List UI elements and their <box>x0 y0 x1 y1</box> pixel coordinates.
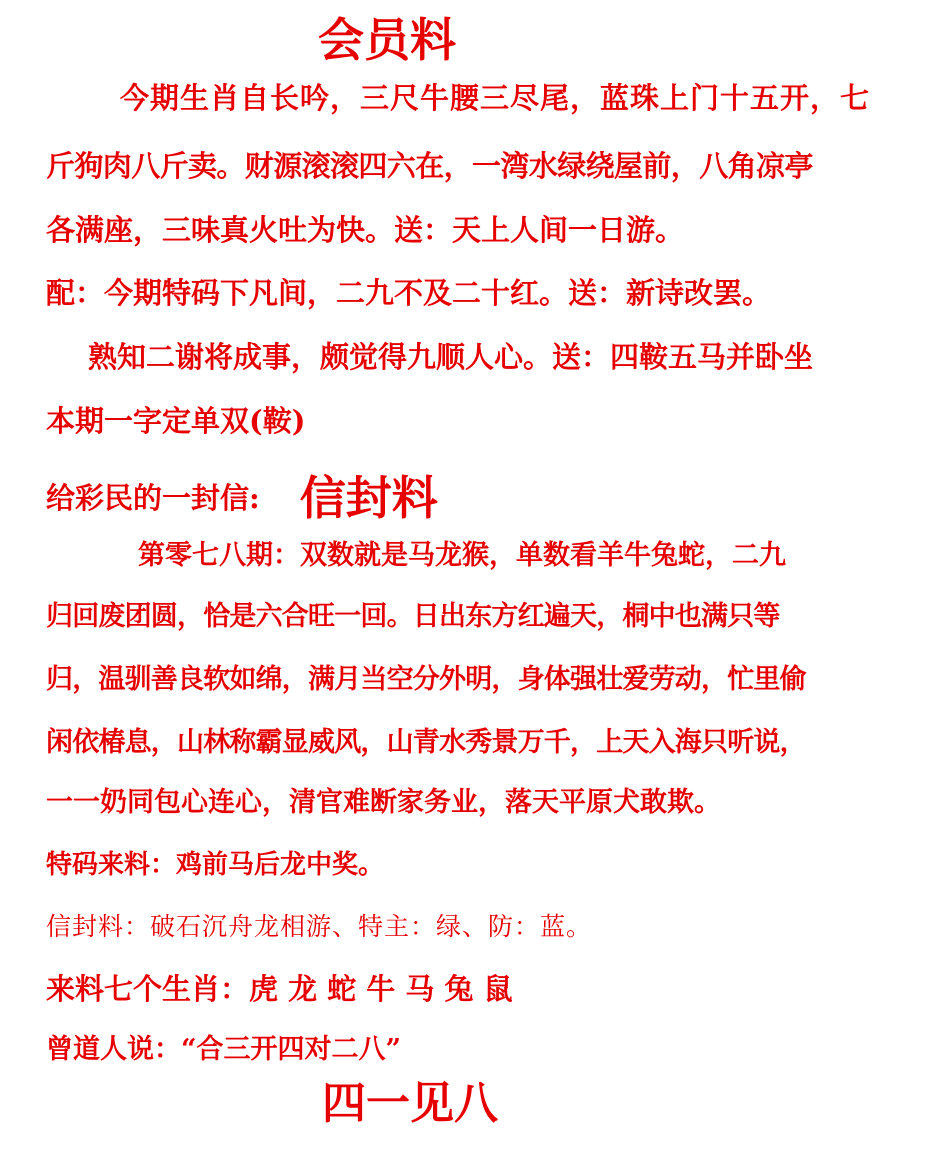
letter-prefix: 给彩民的一封信: <box>46 481 260 515</box>
title-member: 会员料 <box>318 13 456 67</box>
letter-line-4: 闲依椿息，山林称霸显威风，山青水秀景万千，上天入海只听说， <box>46 727 806 758</box>
title-bottom: 四一见八 <box>322 1078 498 1129</box>
member-line-5: 熟知二谢将成事，颇觉得九顺人心。送：四鞍五马并卧坐 <box>88 340 814 374</box>
member-line-3: 各满座，三味真火吐为快。送：天上人间一日游。 <box>46 213 685 247</box>
letter-line-8: 来料七个生肖：虎 龙 蛇 牛 马 兔 鼠 <box>46 972 513 1006</box>
letter-line-7: 信封料：破石沉舟龙相游、特主：绿、防：蓝。 <box>46 912 593 941</box>
member-line-1: 今期生肖自长吟，三尺牛腰三尽尾，蓝珠上门十五开，七 <box>120 81 871 115</box>
member-line-2: 斤狗肉八斤卖。财源滚滚四六在，一湾水绿绕屋前，八角凉亭 <box>46 149 813 183</box>
letter-line-9: 曾道人说：“合三开四对二八” <box>46 1034 402 1065</box>
letter-line-1: 第零七八期：双数就是马龙猴，单数看羊牛兔蛇，二九 <box>138 540 786 571</box>
member-line-6: 本期一字定单双(鞍) <box>46 404 306 438</box>
letter-line-6: 特码来料：鸡前马后龙中奖。 <box>46 850 385 880</box>
title-letter: 信封料 <box>299 471 438 525</box>
letter-line-2: 归回废团圆，恰是六合旺一回。日出东方红遍天，桐中也满只等 <box>46 601 780 632</box>
member-line-4: 配：今期特码下凡间，二九不及二十红。送：新诗改罢。 <box>46 276 772 310</box>
letter-heading <box>46 471 438 525</box>
letter-line-5: 一一奶同包心连心，清官难断家务业，落天平原犬敢欺。 <box>46 787 721 818</box>
letter-line-3: 归，温驯善良软如绵，满月当空分外明，身体强壮爱劳动，忙里偷 <box>46 664 806 695</box>
